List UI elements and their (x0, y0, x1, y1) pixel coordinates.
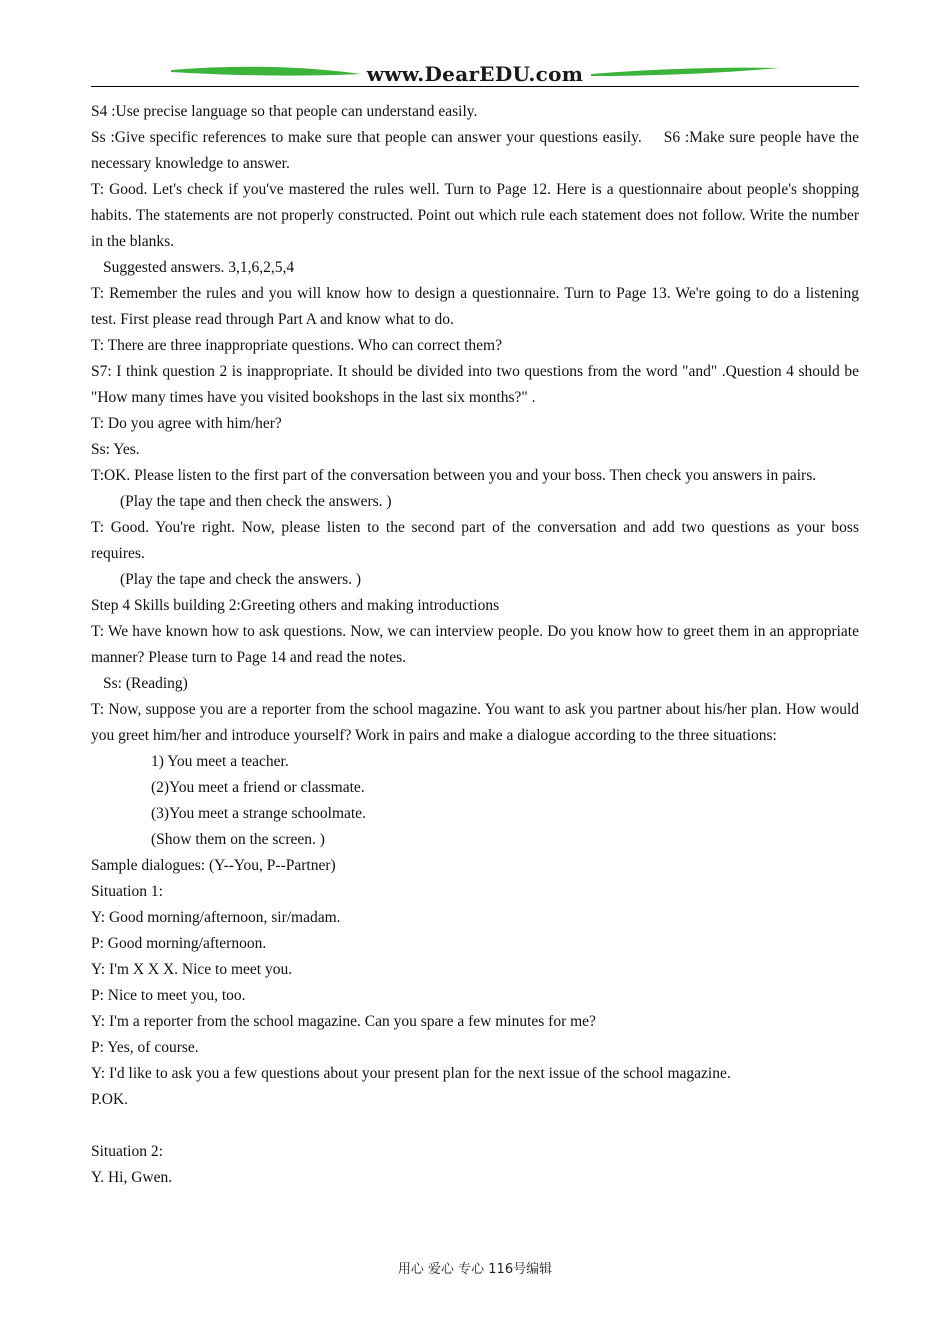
text-line: Sample dialogues: (Y--You, P--Partner) (91, 857, 336, 874)
dialogue-line: Y: I'm X X X. Nice to meet you. (91, 961, 293, 978)
dialogue-line: Y: I'd like to ask you a few questions about your present plan for the next issue of the school magazine. (91, 1065, 731, 1082)
text-line: Ss: (Reading) (103, 675, 188, 692)
text-paragraph: T: Good. You're right. Now, please listen to the second part of the conversation and add two questions as your boss requires. (91, 519, 859, 562)
text-line: (Play the tape and then check the answers. ) (120, 493, 392, 510)
list-item: (3)You meet a strange schoolmate. (151, 805, 366, 822)
dialogue-line: Y: Good morning/afternoon, sir/madam. (91, 909, 341, 926)
blank-line (91, 1113, 859, 1139)
dialogue-line: P: Nice to meet you, too. (91, 987, 246, 1004)
dialogue-line: P: Yes, of course. (91, 1039, 199, 1056)
text-segment: Ss :Give specific references to make sure that people can answer your questions easily. (91, 129, 642, 146)
text-line: Suggested answers. 3,1,6,2,5,4 (103, 259, 295, 276)
text-paragraph: T: Remember the rules and you will know how to design a questionnaire. Turn to Page 13. We're going to do a listening test. First please read through Part A and know what to do. (91, 285, 859, 328)
text-line: (Play the tape and check the answers. ) (120, 571, 362, 588)
header-divider (91, 86, 859, 87)
document-body (91, 99, 859, 1191)
dialogue-line: Y. Hi, Gwen. (91, 1169, 173, 1186)
text-paragraph: T: Now, suppose you are a reporter from the school magazine. You want to ask you partner about his/her plan. How would you greet him/her and introduce yourself? Work in pairs and make a dialogue according to the three situations: (91, 701, 859, 744)
text-paragraph: T: Good. Let's check if you've mastered the rules well. Turn to Page 12. Here is a questionnaire about people's shopping habits. The statements are not properly constructed. Point out which rule each statement does not follow. Write the number in the blanks. (91, 181, 859, 250)
section-heading: Step 4 Skills building 2:Greeting others and making introductions (91, 597, 500, 614)
situation-heading: Situation 2: (91, 1143, 163, 1160)
site-logo: www.DearEDU.com (366, 62, 584, 86)
page-header (91, 60, 859, 90)
text-line: S4 :Use precise language so that people can understand easily. (91, 103, 478, 120)
situation-heading: Situation 1: (91, 883, 163, 900)
dialogue-line: Y: I'm a reporter from the school magazine. Can you spare a few minutes for me? (91, 1013, 596, 1030)
text-segment: S6 :Make sure people have the necessary knowledge to answer. (91, 129, 859, 172)
text-line: T: Do you agree with him/her? (91, 415, 282, 432)
text-line: T: There are three inappropriate questions. Who can correct them? (91, 337, 502, 354)
dialogue-line: P: Good morning/afternoon. (91, 935, 267, 952)
page-footer: 用心 爱心 专心 116号编辑 (397, 1262, 553, 1277)
text-paragraph: T: We have known how to ask questions. Now, we can interview people. Do you know how to greet them in an appropriate manner? Please turn to Page 14 and read the notes. (91, 623, 859, 666)
dialogue-line: P.OK. (91, 1091, 129, 1108)
text-line: (Show them on the screen. ) (151, 831, 325, 848)
text-line: Ss: Yes. (91, 441, 140, 458)
list-item: (2)You meet a friend or classmate. (151, 779, 365, 796)
list-item: 1) You meet a teacher. (151, 753, 289, 770)
text-paragraph (91, 125, 859, 177)
text-paragraph: T:OK. Please listen to the first part of the conversation between you and your boss. Then check you answers in pairs. (91, 467, 817, 484)
text-paragraph: S7: I think question 2 is inappropriate. It should be divided into two questions from the word "and" .Question 4 should be "How many times have you visited bookshops in the last six months?" . (91, 363, 859, 406)
